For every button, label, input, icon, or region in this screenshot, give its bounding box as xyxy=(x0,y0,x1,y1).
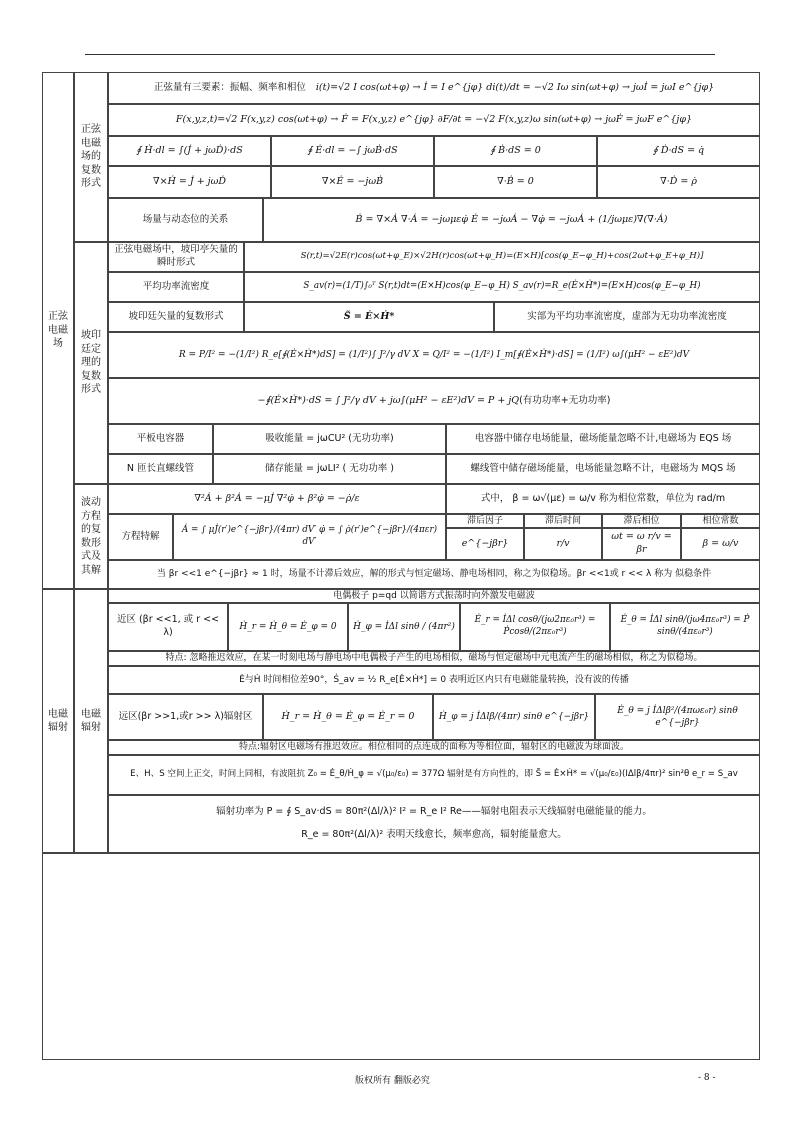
top-rule xyxy=(85,54,715,55)
complex-poynting-note: 实部为平均功率流密度，虚部为无功功率流密度 xyxy=(494,302,760,332)
potential-eq: Ḃ = ∇×Ȧ ∇·Ȧ = −jωμεφ̇ Ė = −jωȦ − ∇φ̇ = −jωȦ + (1/jωμε)∇(∇·Ȧ) xyxy=(263,198,760,242)
capacitor-energy: 吸收能量 = jωCU² (无功功率) xyxy=(213,424,446,454)
copyright: 版权所有 翻版必究 xyxy=(355,1076,430,1086)
avg-label: 平均功率流密度 xyxy=(108,272,244,302)
subsection-poynting-complex: 坡印廷定理的复数形式 xyxy=(74,242,108,484)
three-elements-row: 正弦量有三要素：振幅、频率和相位 i(t)=√2 I cos(ωt+φ) → İ = I e^{jφ} di(t)/dt = −√2 Iω sin(ωt+φ) → jωİ = jωI e^{jφ} xyxy=(108,72,760,104)
subsection-complex-form: 正弦电磁场的复数形式 xyxy=(74,72,108,242)
integral-eq-2: ∮ Ė·dl = −∫ jωḂ·dS xyxy=(271,136,434,166)
potential-label: 场量与动态位的关系 xyxy=(108,198,263,242)
diff-eq-2: ∇×Ė = −jωḂ xyxy=(271,166,434,198)
integral-eq-1: ∮ Ḣ·dl = ∫(J̇ + jωḊ)·dS xyxy=(108,136,271,166)
header-lag-factor: 滞后因子 xyxy=(446,514,524,528)
capacitor-note: 电容器中储存电场能量，磁场能量忽略不计,电磁场为 EQS 场 xyxy=(446,424,760,454)
subsection-wave-equation: 波动方程的复数形式及其解 xyxy=(74,484,108,589)
header-lag-time: 滞后时间 xyxy=(524,514,602,528)
diff-eq-4: ∇·Ḋ = ρ̇ xyxy=(597,166,760,198)
value-lag-time: r/v xyxy=(524,528,602,560)
section-sinusoidal-field: 正弦电磁场 xyxy=(42,72,74,589)
diff-eq-1: ∇×Ḣ = J̇ + jωḊ xyxy=(108,166,271,198)
particular-solution-label: 方程特解 xyxy=(108,514,173,560)
rx-eq: R = P/I² = −(1/I²) R_e[∮(Ė×Ḣ*)dS] = (1/I²)∫ J²/γ dV X = Q/I² = −(1/I²) I_m[∮(Ė×Ḣ*)·dS] = (1/I²) ω∫(μH² − εE²)dV xyxy=(108,332,760,378)
far-zone-eq-2: Ḣ_φ = j İΔlβ/(4πr) sinθ e^{−jβr} xyxy=(433,694,595,740)
far-zone-label: 远区(βr >>1,或r >> λ)辐射区 xyxy=(108,694,263,740)
radiation-power-block xyxy=(108,795,760,853)
far-zone-note: 特点:辐射区电磁场有推迟效应。相位相同的点连成的面称为等相位面，辐射区的电磁波为球面波。 xyxy=(108,740,760,755)
wave-impedance: E、H、S 空间上正交，时间上同相，有波阻抗 Z₀ = Ė_θ/Ḣ_φ = √(μ₀/ε₀) = 377Ω 辐射是有方向性的，即 S̃ = Ė×Ḣ* = √(μ₀/ε₀)(IΔlβ/4πr)² sin²θ e_r = S_av xyxy=(108,755,760,795)
instant-label: 正弦电磁场中，坡印亭矢量的瞬时形式 xyxy=(108,242,244,272)
value-lag-factor: e^{−jβr} xyxy=(446,528,524,560)
field-complex-row: F(x,y,z,t)=√2 F(x,y,z) cos(ωt+φ) → Ḟ = F(x,y,z) e^{jφ} ∂F/∂t = −√2 F(x,y,z)ω sin(ωt+φ) → jωḞ = jωF e^{jφ} xyxy=(108,104,760,136)
dipole-title: 电偶极子 p=qd 以简谐方式振荡时向外激发电磁波 xyxy=(108,589,760,603)
phase-constant-def: 式中， β = ω√(με) = ω/v 称为相位常数，单位为 rad/m xyxy=(446,484,760,514)
complex-poynting-label: 坡印廷矢量的复数形式 xyxy=(108,302,244,332)
diff-eq-3: ∇·Ḃ = 0 xyxy=(434,166,597,198)
particular-solution-eq: Ȧ = ∫ μJ̇(r′)e^{−jβr}/(4πr) dV′ φ̇ = ∫ ρ̇(r′)e^{−jβr}/(4πεr) dV′ xyxy=(173,514,446,560)
integral-eq-4: ∮ Ḋ·dS = q̇ xyxy=(597,136,760,166)
quasi-static-condition: 当 βr <<1 e^{−jβr} ≈ 1 时，场量不计滞后效应，解的形式与恒定磁场、静电场相同，称之为似稳场。βr <<1或 r << λ 称为 似稳条件 xyxy=(108,560,760,589)
solenoid-note: 螺线管中储存磁场能量，电场能量忽略不计，电磁场为 MQS 场 xyxy=(446,454,760,484)
solenoid-energy: 储存能量 = jωLI² ( 无功功率 ) xyxy=(213,454,446,484)
near-zone-eq-1: Ḣ_r = Ḣ_θ = Ė_φ = 0 xyxy=(228,603,348,651)
radiation-resistance: R_e = 80π²(Δl/λ)² 表明天线愈长，频率愈高，辐射能量愈大。 xyxy=(301,829,567,840)
power-eq-row: −∮(Ė×Ḣ*)·dS = ∫ J²/γ dV + jω∫(μH² − εE²)dV = P + jQ (有功功率+无功功率) xyxy=(108,378,760,424)
header-phase-constant: 相位常数 xyxy=(681,514,760,528)
header-lag-phase: 滞后相位 xyxy=(602,514,681,528)
solenoid-label: N 匝长直螺线管 xyxy=(108,454,213,484)
radiation-power: 辐射功率为 P = ∮ S_av·dS = 80π²(Δl/λ)² I² = R_e I² Re——辐射电阻表示天线辐射电磁能量的能力。 xyxy=(216,806,652,818)
near-zone-phase: Ė与Ḣ 时间相位差90°，Ṡ_av = ½ R_e[Ė×Ḣ*] = 0 表明近区内只有电磁能量转换，没有波的传播 xyxy=(108,666,760,694)
integral-eq-3: ∮ Ḃ·dS = 0 xyxy=(434,136,597,166)
value-phase-constant: β = ω/v xyxy=(681,528,760,560)
empty-bottom xyxy=(42,853,760,1060)
near-zone-eq-3: Ė_r = İΔl cosθ/(jω2πε₀r³) = Ṗcosθ/(2πε₀r³) xyxy=(460,603,610,651)
instant-eq: S(r,t)=√2E(r)cos(ωt+φ_E)×√2H(r)cos(ωt+φ_H)=(E×H)[cos(φ_E−φ_H)+cos(2ωt+φ_E+φ_H)] xyxy=(244,242,760,272)
section-radiation: 电磁辐射 xyxy=(42,589,74,853)
capacitor-label: 平板电容器 xyxy=(108,424,213,454)
subsection-radiation: 电磁辐射 xyxy=(74,589,108,853)
wave-equation: ∇²Ȧ + β²Ȧ = −μJ̇ ∇²φ̇ + β²φ̇ = −ρ̇/ε xyxy=(108,484,446,514)
near-zone-note: 特点: 忽略推迟效应，在某一时刻电场与静电场中电偶极子产生的电场相似，磁场与恒定磁场中元电流产生的磁场相似，称之为似稳场。 xyxy=(108,651,760,666)
far-zone-eq-1: Ḣ_r = Ḣ_θ = Ė_φ = Ė_r = 0 xyxy=(263,694,433,740)
near-zone-eq-2: Ḣ_φ = İΔl sinθ / (4πr²) xyxy=(348,603,460,651)
avg-eq: S_av(r)=(1/T)∫₀ᵀ S(r,t)dt=(E×H)cos(φ_E−φ_H) S_av(r)=R_e(Ė×Ḣ*)=(E×H)cos(φ_E−φ_H) xyxy=(244,272,760,302)
near-zone-label: 近区 (βr <<1, 或 r << λ) xyxy=(108,603,228,651)
near-zone-eq-4: Ė_θ = İΔl sinθ/(jω4πε₀r³) = Ṗ sinθ/(4πε₀r³) xyxy=(610,603,760,651)
page-number: - 8 - xyxy=(698,1073,716,1083)
complex-poynting-eq: S̃ = Ė×Ḣ* xyxy=(244,302,494,332)
far-zone-eq-3: Ė_θ = j İΔlβ²/(4πωε₀r) sinθ e^{−jβr} xyxy=(595,694,760,740)
value-lag-phase: ωt = ω r/v = βr xyxy=(602,528,681,560)
